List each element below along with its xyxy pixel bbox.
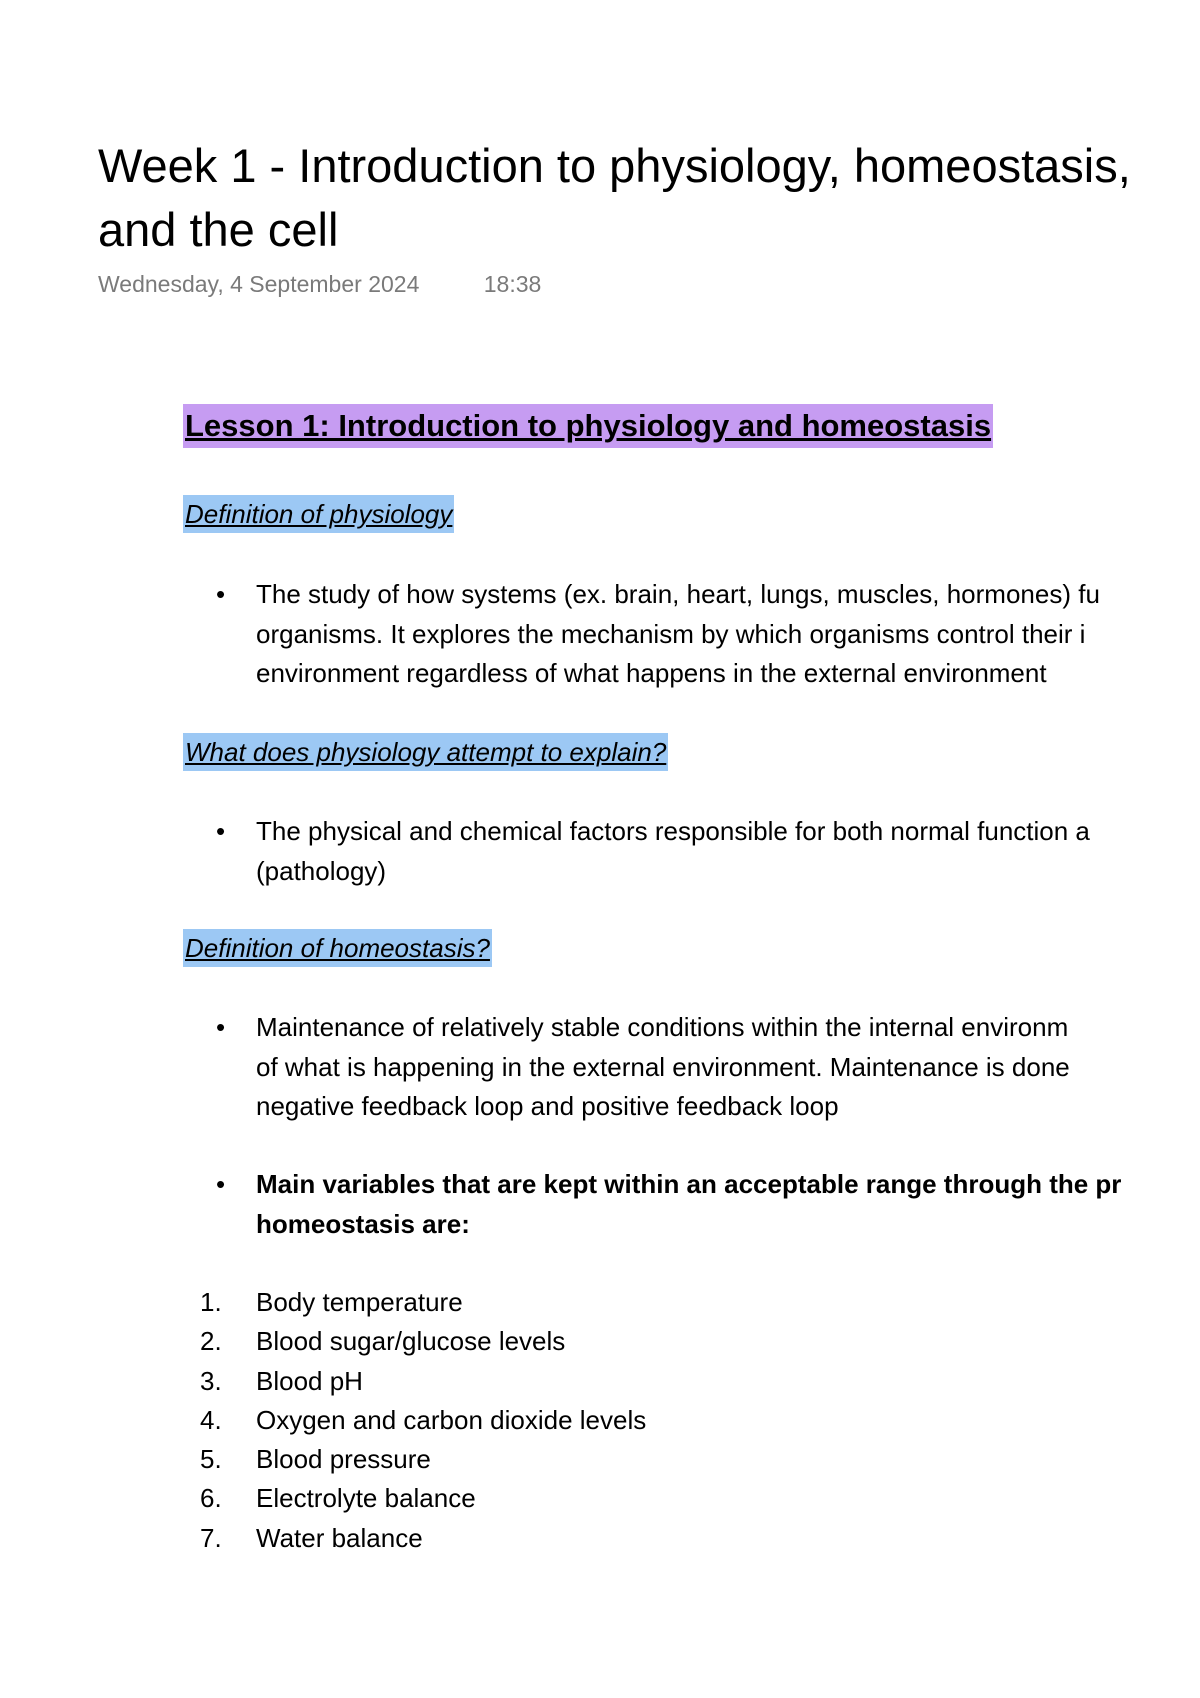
- bullet-line: [210, 1087, 1200, 1127]
- bullet-line: [210, 1205, 1200, 1245]
- bullet-dot-icon: •: [216, 1012, 226, 1042]
- list-text: Oxygen and carbon dioxide levels: [256, 1404, 647, 1435]
- bullet-item-bold: [210, 1165, 1200, 1244]
- list-number: 6.: [200, 1483, 222, 1514]
- bullet-dot-icon: •: [216, 816, 226, 846]
- homeostasis-variables-list: [200, 1283, 1200, 1558]
- bullet-text: The study of how systems (ex. brain, heart, lungs, muscles, hormones) fu: [256, 579, 1100, 609]
- list-item: [200, 1322, 1200, 1361]
- list-number: 2.: [200, 1326, 222, 1357]
- bullet-item: [210, 1008, 1200, 1127]
- page-time: 18:38: [483, 271, 542, 297]
- list-number: 7.: [200, 1522, 222, 1553]
- list-number: 5.: [200, 1444, 222, 1475]
- bullet-dot-icon: •: [216, 1169, 226, 1199]
- list-text: Blood pressure: [256, 1444, 431, 1475]
- page-title-line-1: Week 1 - Introduction to physiology, homeostasis,: [98, 139, 1131, 192]
- bullet-dot-icon: •: [216, 579, 226, 609]
- bullet-text: of what is happening in the external environment. Maintenance is done: [256, 1051, 1070, 1082]
- section-heading-physiology-explain: What does physiology attempt to explain?: [183, 733, 668, 771]
- bullet-line: [210, 654, 1200, 694]
- bullet-line: [210, 852, 1200, 892]
- list-number: 4.: [200, 1404, 222, 1435]
- bullet-line: [210, 575, 1200, 615]
- bullet-line: [210, 615, 1200, 655]
- lesson-heading: Lesson 1: Introduction to physiology and homeostasis: [183, 404, 993, 448]
- bullet-line: [210, 812, 1200, 852]
- page-date: Wednesday, 4 September 2024: [98, 271, 420, 297]
- list-text: Electrolyte balance: [256, 1483, 476, 1514]
- section-heading-physiology-definition: Definition of physiology: [183, 495, 454, 533]
- bullet-line: [210, 1048, 1200, 1088]
- list-text: Blood sugar/glucose levels: [256, 1326, 566, 1357]
- list-item: [200, 1401, 1200, 1440]
- bullet-text: (pathology): [256, 855, 387, 886]
- list-item: [200, 1479, 1200, 1518]
- bullet-text: environment regardless of what happens in the external environment: [256, 658, 1047, 688]
- bullet-text: Main variables that are kept within an acceptable range through the pr: [256, 1169, 1122, 1199]
- bullet-text: Maintenance of relatively stable conditions within the internal environm: [256, 1012, 1069, 1042]
- list-item: [200, 1519, 1200, 1558]
- bullet-text: negative feedback loop and positive feedback loop: [256, 1091, 839, 1121]
- list-text: Water balance: [256, 1522, 423, 1553]
- list-text: Blood pH: [256, 1365, 363, 1396]
- bullet-item: [210, 812, 1200, 891]
- bullet-line: [210, 1165, 1200, 1205]
- list-item: [200, 1283, 1200, 1322]
- bullet-item: [210, 575, 1200, 694]
- section-heading-homeostasis-definition: Definition of homeostasis?: [183, 929, 492, 967]
- page-title-line-2: and the cell: [98, 203, 339, 256]
- list-item: [200, 1440, 1200, 1479]
- list-text: Body temperature: [256, 1287, 463, 1317]
- bullet-text: organisms. It explores the mechanism by which organisms control their i: [256, 618, 1086, 649]
- bullet-text: homeostasis are:: [256, 1208, 470, 1239]
- list-item: [200, 1362, 1200, 1401]
- bullet-line: [210, 1008, 1200, 1048]
- list-number: 3.: [200, 1365, 222, 1396]
- list-number: 1.: [200, 1287, 222, 1317]
- bullet-text: The physical and chemical factors responsible for both normal function a: [256, 816, 1090, 846]
